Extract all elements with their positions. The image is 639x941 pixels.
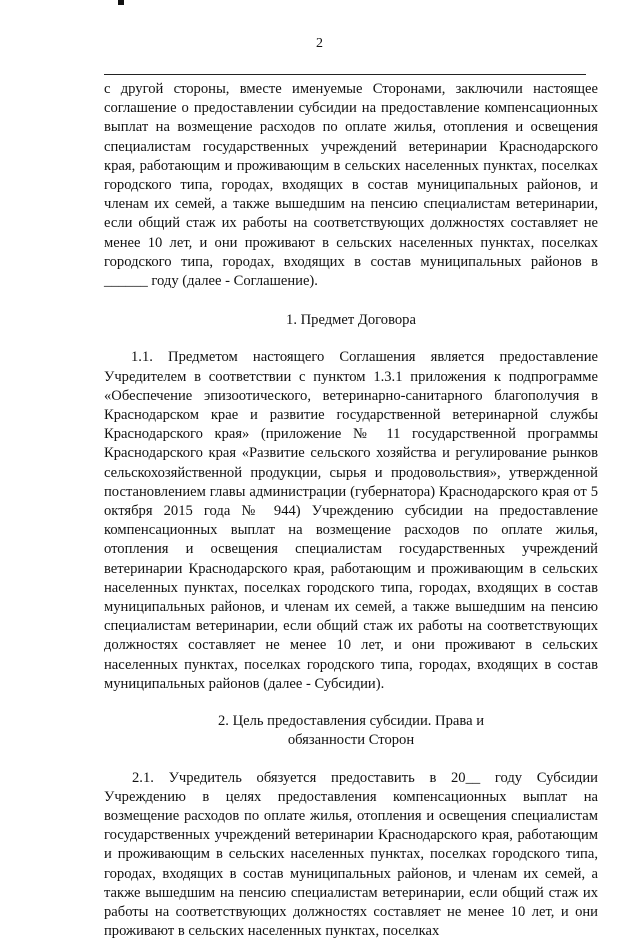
section-2-heading-line-2: обязанности Сторон xyxy=(104,731,598,750)
section-2-heading xyxy=(104,712,598,750)
section-1-heading: 1. Предмет Договора xyxy=(104,311,598,330)
top-rule xyxy=(104,74,586,75)
document-body xyxy=(104,80,598,941)
section-2-heading-line-1: 2. Цель предоставления субсидии. Права и xyxy=(104,712,598,731)
paragraph-1-1: 1.1. Предметом настоящего Соглашения является предоставление Учредителем в соответствии с пунктом 1.3.1 приложения к подпрограмме «Обеспечение эпизоотического, ветеринарно-санитарного благополучия в Краснодарском крае и развитие государственной ветеринарной службы Краснодарского края» (приложение № 11 государственной программы Краснодарского края «Развитие сельского хозяйства и регулирование рынков сельскохозяйственной продукции, сырья и продовольствия», утвержденной постановлением главы администрации (губернатора) Краснодарского края от 5 октября 2015 года № 944) Учреждению субсидии на предоставление компенсационных выплат на возмещение расходов по оплате жилья, отопления и освещения специалистам государственных учреждений ветеринарии Краснодарского края, работающим и проживающим в сельских населенных пунктах, поселках городского типа, городах, входящих в состав муниципальных районов, и членам их семей, а также вышедшим на пенсию специалистам ветеринарии, если общий стаж их работы на соответствующих должностях составляет не менее 10 лет, и они проживают в сельских населенных пунктах, поселках городского типа, городах, входящих в состав муниципальных районов (далее - Субсидии). xyxy=(104,348,598,694)
page-number: 2 xyxy=(0,36,639,52)
paragraph-2-1: 2.1. Учредитель обязуется предоставить в 20__ году Субсидии Учреждению в целях предоставления компенсационных выплат на возмещение расходов по оплате жилья, отопления и освещения специалистам государственных учреждений ветеринарии Краснодарского края, работающим и проживающим в сельских населенных пунктах, поселках городского типа, городах, входящих в состав муниципальных районов, и членам их семей, а также вышедшим на пенсию специалистам ветеринарии, если общий стаж их работы на соответствующих должностях составляет не менее 10 лет, и они проживают в сельских населенных пунктах, поселках xyxy=(104,769,598,941)
corner-mark xyxy=(118,0,124,5)
intro-paragraph: с другой стороны, вместе именуемые Сторонами, заключили настоящее соглашение о предоставлении субсидии на предоставление компенсационных выплат на возмещение расходов по оплате жилья, отопления и освещения специалистам государственных учреждений ветеринарии Краснодарского края, работающим и проживающим в сельских населенных пунктах, поселках городского типа, городах, входящих в состав муниципальных районов, и членам их семей, а также вышедшим на пенсию специалистам ветеринарии, если общий стаж их работы на соответствующих должностях составляет не менее 10 лет, и они проживают в сельских населенных пунктах, поселках городского типа, городах, входящих в состав муниципальных районов в ______ году (далее - Соглашение). xyxy=(104,80,598,291)
